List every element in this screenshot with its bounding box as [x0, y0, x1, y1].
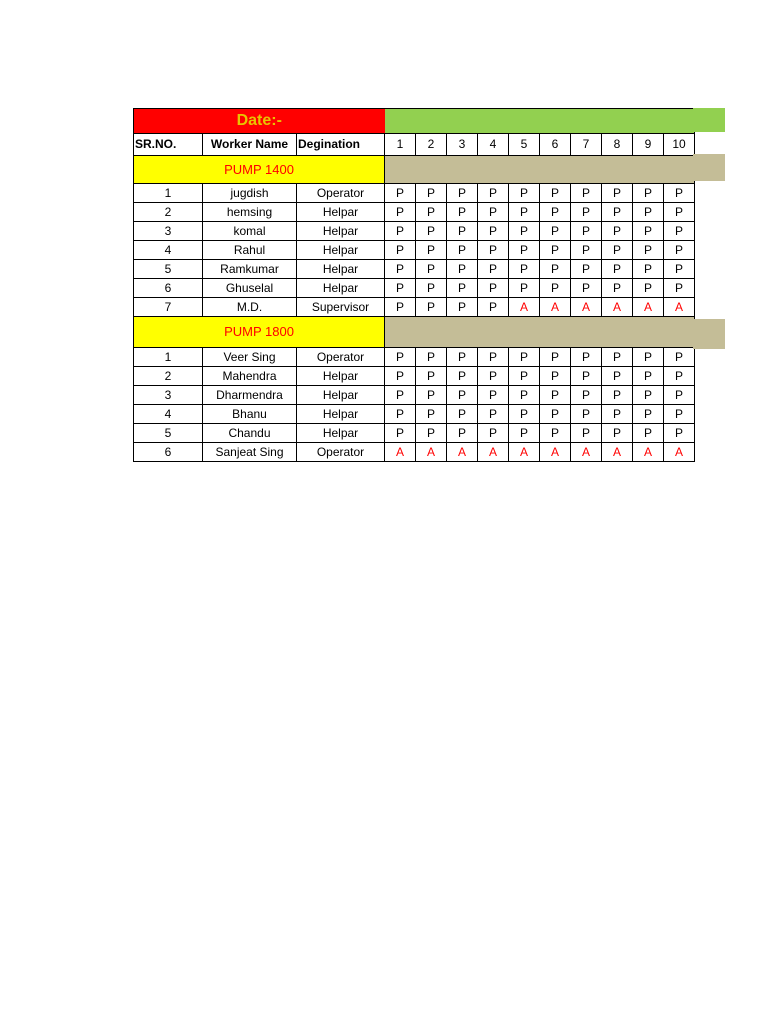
attendance-cell[interactable]: P: [385, 405, 416, 424]
attendance-cell[interactable]: P: [664, 279, 695, 298]
table-row: [134, 386, 695, 405]
attendance-cell[interactable]: P: [416, 241, 447, 260]
sr-no-cell[interactable]: 3: [134, 222, 203, 241]
attendance-cell[interactable]: P: [447, 348, 478, 367]
designation-cell[interactable]: Helpar: [297, 260, 385, 279]
date-band-overhang: [693, 108, 725, 132]
attendance-cell[interactable]: P: [664, 184, 695, 203]
attendance-cell[interactable]: P: [571, 367, 602, 386]
attendance-cell[interactable]: P: [633, 222, 664, 241]
attendance-cell[interactable]: A: [664, 298, 695, 317]
attendance-cell[interactable]: P: [633, 184, 664, 203]
attendance-cell[interactable]: P: [571, 405, 602, 424]
attendance-cell[interactable]: P: [447, 405, 478, 424]
attendance-cell[interactable]: P: [447, 203, 478, 222]
table-row: [134, 260, 695, 279]
attendance-cell[interactable]: P: [447, 367, 478, 386]
attendance-cell[interactable]: P: [478, 424, 509, 443]
attendance-cell[interactable]: P: [602, 260, 633, 279]
attendance-cell[interactable]: P: [664, 222, 695, 241]
group-title[interactable]: PUMP 1800: [134, 317, 385, 348]
sr-no-cell[interactable]: 4: [134, 405, 203, 424]
attendance-cell[interactable]: P: [385, 367, 416, 386]
worker-name-cell[interactable]: jugdish: [203, 184, 297, 203]
attendance-cell[interactable]: P: [447, 298, 478, 317]
designation-cell[interactable]: Helpar: [297, 405, 385, 424]
attendance-cell[interactable]: P: [478, 405, 509, 424]
attendance-cell[interactable]: P: [416, 348, 447, 367]
attendance-cell[interactable]: P: [571, 424, 602, 443]
attendance-cell[interactable]: P: [540, 222, 571, 241]
group-band-overhang-1: [693, 154, 725, 181]
attendance-cell[interactable]: A: [416, 443, 447, 462]
attendance-cell[interactable]: P: [509, 367, 540, 386]
attendance-cell[interactable]: P: [385, 203, 416, 222]
attendance-cell[interactable]: P: [509, 222, 540, 241]
attendance-cell[interactable]: P: [540, 424, 571, 443]
attendance-cell[interactable]: P: [385, 348, 416, 367]
attendance-cell[interactable]: P: [602, 386, 633, 405]
attendance-cell[interactable]: P: [602, 405, 633, 424]
header-sr-no[interactable]: SR.NO.: [134, 134, 203, 156]
worker-name-cell[interactable]: Dharmendra: [203, 386, 297, 405]
header-day-10[interactable]: 10: [664, 134, 695, 156]
designation-cell[interactable]: Helpar: [297, 367, 385, 386]
attendance-cell[interactable]: P: [602, 367, 633, 386]
sr-no-cell[interactable]: 2: [134, 367, 203, 386]
attendance-cell[interactable]: P: [509, 386, 540, 405]
worker-name-cell[interactable]: Mahendra: [203, 367, 297, 386]
attendance-cell[interactable]: A: [664, 443, 695, 462]
attendance-cell[interactable]: P: [633, 367, 664, 386]
attendance-cell[interactable]: P: [664, 386, 695, 405]
attendance-cell[interactable]: P: [571, 279, 602, 298]
attendance-cell[interactable]: P: [633, 260, 664, 279]
attendance-cell[interactable]: P: [478, 184, 509, 203]
worker-name-cell[interactable]: hemsing: [203, 203, 297, 222]
header-day-4[interactable]: 4: [478, 134, 509, 156]
attendance-cell[interactable]: P: [571, 184, 602, 203]
attendance-cell[interactable]: A: [633, 443, 664, 462]
attendance-cell[interactable]: P: [602, 184, 633, 203]
attendance-cell[interactable]: P: [571, 222, 602, 241]
worker-name-cell[interactable]: M.D.: [203, 298, 297, 317]
attendance-cell[interactable]: P: [633, 386, 664, 405]
table-row: [134, 443, 695, 462]
header-day-2[interactable]: 2: [416, 134, 447, 156]
attendance-cell[interactable]: P: [509, 424, 540, 443]
designation-cell[interactable]: Operator: [297, 184, 385, 203]
attendance-cell[interactable]: P: [478, 222, 509, 241]
attendance-cell[interactable]: P: [478, 241, 509, 260]
attendance-cell[interactable]: P: [571, 260, 602, 279]
attendance-cell[interactable]: P: [447, 241, 478, 260]
header-row: [134, 134, 695, 156]
attendance-cell[interactable]: P: [509, 260, 540, 279]
attendance-cell[interactable]: P: [416, 424, 447, 443]
sr-no-cell[interactable]: 1: [134, 184, 203, 203]
attendance-cell[interactable]: P: [478, 260, 509, 279]
attendance-cell[interactable]: P: [540, 279, 571, 298]
worker-name-cell[interactable]: Chandu: [203, 424, 297, 443]
attendance-cell[interactable]: P: [540, 367, 571, 386]
attendance-cell[interactable]: P: [571, 241, 602, 260]
sr-no-cell[interactable]: 4: [134, 241, 203, 260]
attendance-cell[interactable]: P: [385, 222, 416, 241]
table-row: [134, 424, 695, 443]
designation-cell[interactable]: Helpar: [297, 241, 385, 260]
date-row: [134, 109, 695, 134]
attendance-cell[interactable]: P: [633, 203, 664, 222]
attendance-cell[interactable]: P: [664, 424, 695, 443]
attendance-cell[interactable]: P: [447, 184, 478, 203]
worker-name-cell[interactable]: komal: [203, 222, 297, 241]
attendance-cell[interactable]: P: [602, 222, 633, 241]
designation-cell[interactable]: Operator: [297, 443, 385, 462]
attendance-cell[interactable]: P: [633, 424, 664, 443]
attendance-cell[interactable]: P: [571, 386, 602, 405]
attendance-cell[interactable]: P: [385, 279, 416, 298]
attendance-cell[interactable]: P: [633, 279, 664, 298]
attendance-cell[interactable]: P: [416, 279, 447, 298]
group-title[interactable]: PUMP 1400: [134, 156, 385, 184]
attendance-cell[interactable]: P: [602, 241, 633, 260]
header-day-1[interactable]: 1: [385, 134, 416, 156]
attendance-cell[interactable]: P: [385, 298, 416, 317]
attendance-cell[interactable]: P: [664, 367, 695, 386]
attendance-cell[interactable]: P: [664, 405, 695, 424]
group-band-overhang-2: [693, 319, 725, 349]
attendance-cell[interactable]: P: [447, 279, 478, 298]
worker-name-cell[interactable]: Ghuselal: [203, 279, 297, 298]
designation-cell[interactable]: Helpar: [297, 279, 385, 298]
attendance-cell[interactable]: A: [633, 298, 664, 317]
designation-cell[interactable]: Helpar: [297, 424, 385, 443]
attendance-cell[interactable]: P: [478, 367, 509, 386]
table-row: [134, 279, 695, 298]
table-row: [134, 241, 695, 260]
attendance-cell[interactable]: P: [664, 203, 695, 222]
attendance-cell[interactable]: P: [447, 222, 478, 241]
attendance-cell[interactable]: P: [416, 222, 447, 241]
attendance-cell[interactable]: P: [664, 241, 695, 260]
attendance-cell[interactable]: A: [602, 443, 633, 462]
attendance-cell[interactable]: P: [602, 424, 633, 443]
attendance-cell[interactable]: P: [478, 298, 509, 317]
attendance-cell[interactable]: P: [385, 424, 416, 443]
designation-cell[interactable]: Operator: [297, 348, 385, 367]
group-row: [134, 317, 695, 348]
attendance-cell[interactable]: P: [540, 241, 571, 260]
attendance-cell[interactable]: P: [385, 184, 416, 203]
attendance-cell[interactable]: A: [447, 443, 478, 462]
designation-cell[interactable]: Helpar: [297, 222, 385, 241]
sr-no-cell[interactable]: 7: [134, 298, 203, 317]
worker-name-cell[interactable]: Veer Sing: [203, 348, 297, 367]
attendance-cell[interactable]: P: [478, 386, 509, 405]
attendance-cell[interactable]: P: [633, 241, 664, 260]
header-designation[interactable]: Degination: [297, 134, 385, 156]
attendance-cell[interactable]: A: [385, 443, 416, 462]
table-row: [134, 184, 695, 203]
attendance-cell[interactable]: P: [540, 260, 571, 279]
table-row: [134, 405, 695, 424]
header-worker-name[interactable]: Worker Name: [203, 134, 297, 156]
attendance-cell[interactable]: P: [540, 348, 571, 367]
sr-no-cell[interactable]: 6: [134, 279, 203, 298]
attendance-sheet: [133, 108, 695, 462]
attendance-cell[interactable]: P: [509, 241, 540, 260]
attendance-cell[interactable]: P: [509, 405, 540, 424]
sr-no-cell[interactable]: 3: [134, 386, 203, 405]
attendance-cell[interactable]: P: [540, 203, 571, 222]
table-row: [134, 203, 695, 222]
header-day-8[interactable]: 8: [602, 134, 633, 156]
attendance-cell[interactable]: P: [571, 348, 602, 367]
attendance-cell[interactable]: P: [416, 184, 447, 203]
table-row: [134, 222, 695, 241]
attendance-cell[interactable]: P: [385, 386, 416, 405]
attendance-cell[interactable]: P: [664, 348, 695, 367]
attendance-cell[interactable]: P: [385, 241, 416, 260]
attendance-cell[interactable]: A: [540, 298, 571, 317]
attendance-cell[interactable]: P: [447, 260, 478, 279]
sr-no-cell[interactable]: 1: [134, 348, 203, 367]
attendance-cell[interactable]: P: [447, 386, 478, 405]
attendance-cell[interactable]: A: [540, 443, 571, 462]
attendance-cell[interactable]: P: [540, 386, 571, 405]
designation-cell[interactable]: Supervisor: [297, 298, 385, 317]
table-row: [134, 348, 695, 367]
worker-name-cell[interactable]: Bhanu: [203, 405, 297, 424]
attendance-cell[interactable]: P: [416, 367, 447, 386]
attendance-cell[interactable]: P: [447, 424, 478, 443]
attendance-cell[interactable]: A: [509, 443, 540, 462]
attendance-cell[interactable]: P: [509, 279, 540, 298]
group-band[interactable]: [385, 156, 695, 184]
attendance-cell[interactable]: P: [602, 203, 633, 222]
header-day-6[interactable]: 6: [540, 134, 571, 156]
attendance-cell[interactable]: P: [416, 405, 447, 424]
attendance-cell[interactable]: A: [602, 298, 633, 317]
attendance-cell[interactable]: A: [478, 443, 509, 462]
attendance-cell[interactable]: P: [478, 279, 509, 298]
group-band[interactable]: [385, 317, 695, 348]
header-day-7[interactable]: 7: [571, 134, 602, 156]
worker-name-cell[interactable]: Rahul: [203, 241, 297, 260]
attendance-cell[interactable]: P: [602, 279, 633, 298]
attendance-cell[interactable]: P: [478, 203, 509, 222]
sr-no-cell[interactable]: 5: [134, 260, 203, 279]
date-label[interactable]: Date:-: [134, 109, 385, 134]
worker-name-cell[interactable]: Sanjeat Sing: [203, 443, 297, 462]
sr-no-cell[interactable]: 2: [134, 203, 203, 222]
attendance-cell[interactable]: P: [633, 405, 664, 424]
date-value-cell[interactable]: [385, 109, 695, 134]
attendance-cell[interactable]: P: [571, 203, 602, 222]
attendance-cell[interactable]: P: [385, 260, 416, 279]
attendance-cell[interactable]: P: [416, 203, 447, 222]
attendance-cell[interactable]: P: [540, 184, 571, 203]
attendance-cell[interactable]: A: [571, 298, 602, 317]
attendance-cell[interactable]: P: [602, 348, 633, 367]
attendance-cell[interactable]: P: [509, 203, 540, 222]
header-day-3[interactable]: 3: [447, 134, 478, 156]
attendance-cell[interactable]: P: [633, 348, 664, 367]
attendance-cell[interactable]: P: [509, 348, 540, 367]
attendance-cell[interactable]: P: [416, 260, 447, 279]
sr-no-cell[interactable]: 5: [134, 424, 203, 443]
table-row: [134, 298, 695, 317]
attendance-cell[interactable]: P: [509, 184, 540, 203]
attendance-cell[interactable]: P: [540, 405, 571, 424]
attendance-cell[interactable]: A: [571, 443, 602, 462]
worker-name-cell[interactable]: Ramkumar: [203, 260, 297, 279]
designation-cell[interactable]: Helpar: [297, 203, 385, 222]
attendance-cell[interactable]: P: [478, 348, 509, 367]
header-day-9[interactable]: 9: [633, 134, 664, 156]
attendance-cell[interactable]: A: [509, 298, 540, 317]
attendance-cell[interactable]: P: [416, 386, 447, 405]
attendance-cell[interactable]: P: [416, 298, 447, 317]
header-day-5[interactable]: 5: [509, 134, 540, 156]
sr-no-cell[interactable]: 6: [134, 443, 203, 462]
designation-cell[interactable]: Helpar: [297, 386, 385, 405]
table-row: [134, 367, 695, 386]
attendance-cell[interactable]: P: [664, 260, 695, 279]
group-row: [134, 156, 695, 184]
